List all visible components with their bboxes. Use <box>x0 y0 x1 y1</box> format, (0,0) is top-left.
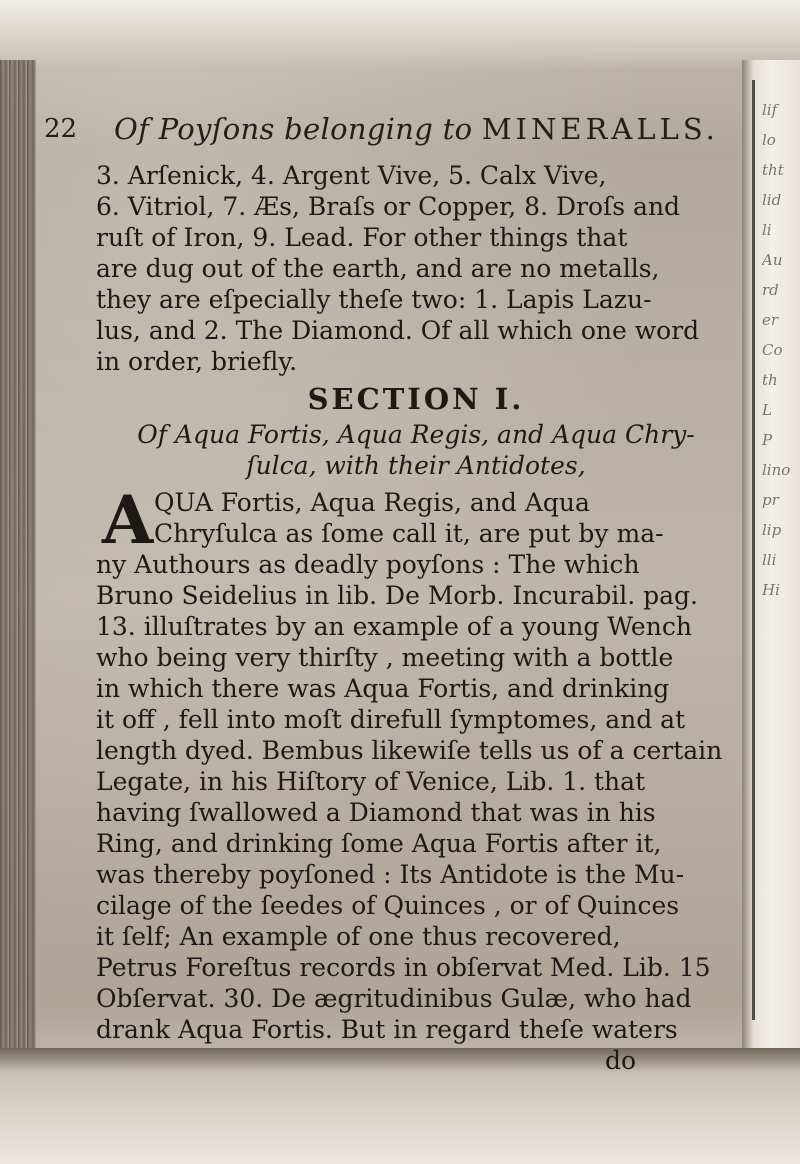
text-line: was thereby poyſoned : Its Antidote is the Mu- <box>96 860 685 889</box>
gutter-fragment: er <box>762 311 779 329</box>
text-line: ny Authours as deadly poyſons : The which <box>96 550 640 579</box>
text-line: Bruno Seidelius in lib. De Morb. Incurabil. pag. <box>96 581 699 610</box>
text-line: length dyed. Bembus likewiſe tells us of a certain <box>96 736 723 765</box>
text-line: it ſelf; An example of one thus recovered, <box>96 922 621 951</box>
text-line: having ſwallowed a Diamond that was in his <box>96 798 656 827</box>
text-line: drank Aqua Fortis. But in regard theſe waters <box>96 1015 678 1044</box>
text-line: 13. illuſtrates by an example of a young Wench <box>96 612 692 641</box>
gutter-fragment: th <box>762 371 778 389</box>
gutter-fragment: lip <box>762 521 782 539</box>
page-edge <box>0 60 36 1050</box>
gutter-fragment: P <box>762 431 773 449</box>
catchword: do <box>604 1046 636 1075</box>
gutter-fragment: tht <box>762 161 784 179</box>
gutter-fragment: Co <box>762 341 783 359</box>
drop-cap: A <box>102 481 154 559</box>
gutter-line <box>752 80 755 1020</box>
facing-page-fragments <box>762 95 796 605</box>
gutter-fragment: li <box>762 221 772 239</box>
body-text <box>96 160 736 1076</box>
gutter-fragment: lli <box>762 551 777 569</box>
text-line: lus, and 2. The Diamond. Of all which one word <box>96 316 700 345</box>
text-line: in which there was Aqua Fortis, and drinking <box>96 674 670 703</box>
text-line: Petrus Foreſtus records in obſervat Med. Lib. 15 <box>96 953 711 982</box>
subtitle-line: Of Aqua Fortis, Aqua Regis, and Aqua Chry- <box>137 420 695 449</box>
text-line: it off , fell into moſt direfull ſymptomes, and at <box>96 705 686 734</box>
main-paragraph <box>96 549 736 1045</box>
gutter-fragment: lo <box>762 131 776 149</box>
gutter-fragment: Hi <box>762 581 780 599</box>
text-line: in order, briefly. <box>96 347 298 376</box>
page-number: 22 <box>44 114 78 144</box>
gutter-fragment: lif <box>762 101 778 119</box>
page-header <box>44 112 736 152</box>
text-line: cilage of the ſeedes of Quinces , or of Quinces <box>96 891 680 920</box>
gutter-fragment: lino <box>762 461 791 479</box>
text-line: they are eſpecially theſe two: 1. Lapis Lazu- <box>96 285 652 314</box>
dropcap-lines <box>154 487 736 549</box>
running-title-prefix: Of Poyſons belonging to <box>114 112 482 146</box>
text-line: 6. Vitriol, 7. Æs, Braſs or Copper, 8. Droſs and <box>96 192 681 221</box>
gutter-fragment: Au <box>762 251 783 269</box>
text-line: 3. Arſenick, 4. Argent Vive, 5. Calx Vive, <box>96 161 607 190</box>
text-line: Obſervat. 30. De ægritudinibus Gulæ, who had <box>96 984 692 1013</box>
gutter-fragment: pr <box>762 491 779 509</box>
section-subtitle <box>96 419 736 481</box>
running-title-caps: MINERALLS. <box>481 112 719 146</box>
top-shadow <box>0 0 800 70</box>
text-line: Ring, and drinking ſome Aqua Fortis after it, <box>96 829 662 858</box>
text-line: QUA Fortis, Aqua Regis, and Aqua <box>154 488 590 517</box>
intro-paragraph <box>96 160 736 377</box>
subtitle-line: ſulca, with their Antidotes, <box>246 451 586 480</box>
text-line: Legate, in his Hiſtory of Venice, Lib. 1. that <box>96 767 646 796</box>
section-heading: SECTION I. <box>307 382 525 416</box>
text-line: are dug out of the earth, and are no metalls, <box>96 254 660 283</box>
text-line: ruſt of Iron, 9. Lead. For other things that <box>96 223 628 252</box>
gutter-fragment: L <box>762 401 772 419</box>
text-line: Chryſulca as ſome call it, are put by ma- <box>154 519 664 548</box>
gutter-fragment: rd <box>762 281 779 299</box>
running-title <box>114 112 719 146</box>
text-line: who being very thirſty , meeting with a bottle <box>96 643 674 672</box>
dropcap-block <box>96 481 736 559</box>
gutter-fragment: lid <box>762 191 782 209</box>
